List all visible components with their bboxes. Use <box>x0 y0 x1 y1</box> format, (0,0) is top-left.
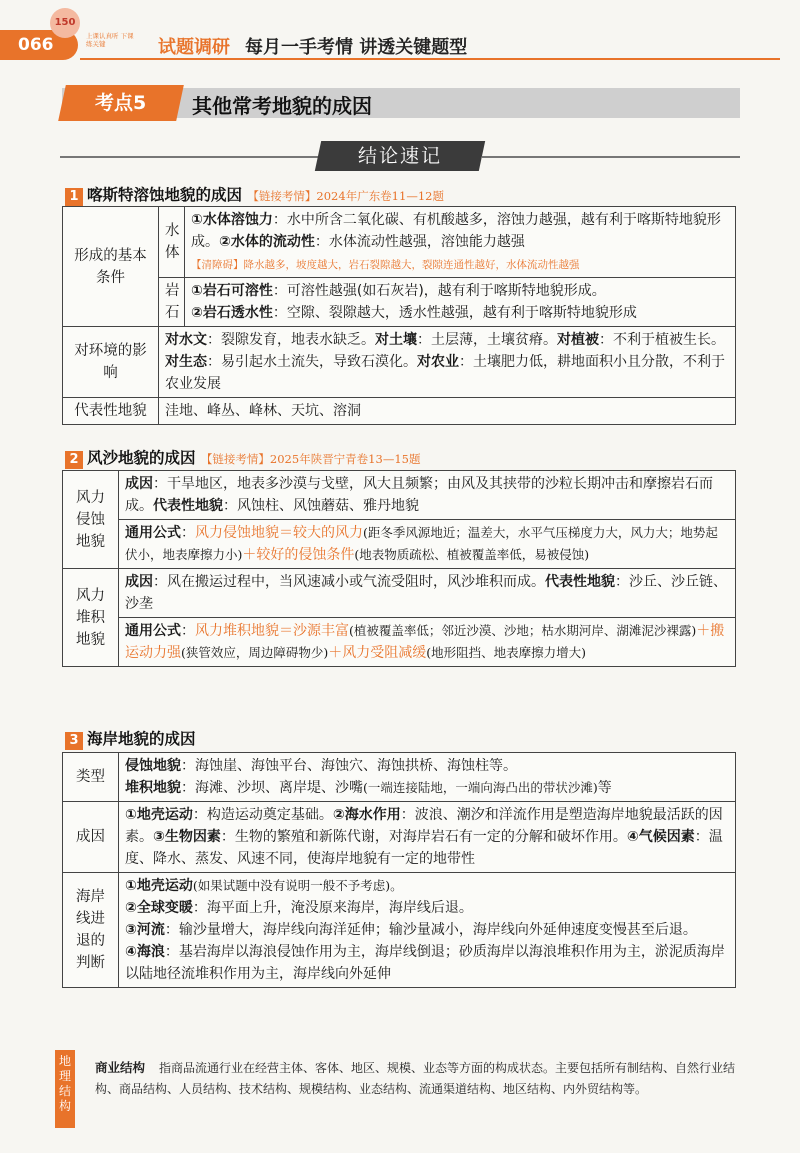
cell-text: ：基岩海岸以海浪侵蚀作用为主，海岸线倒退；砂质海岸以海浪堆积作用为主，淤泥质海岸以陆地径流堆积作用为主，海岸线向外延伸 <box>125 944 725 982</box>
term: ①岩石可溶性 <box>191 283 273 299</box>
table-row <box>63 398 736 425</box>
formula-term: ＋较好的侵蚀条件 <box>242 547 355 563</box>
row-label: 类型 <box>63 753 119 802</box>
logo: 150 <box>50 8 80 38</box>
header-slogan: 每月一手考情 讲透关键题型 <box>245 37 468 58</box>
formula-term: 风力堆积地貌＝沙源丰富 <box>195 623 349 639</box>
table-row <box>63 618 736 667</box>
term: 对植被 <box>557 332 599 348</box>
section-number: 1 <box>65 188 83 206</box>
cell-text: ：生物的繁殖和新陈代谢，对海岸岩石有一定的分解和破坏作用。 <box>220 829 627 845</box>
cell-text: 等 <box>597 780 612 796</box>
formula-term: ＋风力受阻减缓 <box>328 645 427 661</box>
footer-text: 指商品流通行业在经营主体、客体、地区、规模、业态等方面的构成状态。主要包括所有制结构、自然行业结构、商品结构、人员结构、技术结构、规模结构、业态结构、流通渠道结构、地区结构、内外贸结构等。 <box>95 1061 736 1096</box>
sub-label: 岩石 <box>159 278 185 327</box>
section-title <box>65 727 196 750</box>
cell-text: ：空隙、裂隙越大，透水性越强，越有利于喀斯特地貌形成 <box>272 305 637 321</box>
formula-note: (地形阻挡、地表摩擦力增大) <box>426 645 587 660</box>
table-cell <box>159 327 736 398</box>
banner <box>315 141 485 171</box>
page-header <box>0 0 800 62</box>
row-label: 风力侵蚀地貌 <box>63 471 119 569</box>
section-number: 2 <box>65 451 83 469</box>
term: ②岩石透水性 <box>191 305 273 321</box>
table-row <box>63 327 736 398</box>
term: 代表性地貌 <box>153 498 223 514</box>
row-label: 成因 <box>63 802 119 873</box>
formula-note: (狭管效应，周边障碍物少) <box>181 645 329 660</box>
section-reference: 【链接考情】2025年陕晋宁青卷13—15题 <box>200 452 421 466</box>
table-cell: 通用公式：风力堆积地貌＝沙源丰富(植被覆盖率低；邻近沙漠、沙地；枯水期河岸、湖滩泥沙裸露)＋搬运动力强(狭管效应，周边障碍物少)＋风力受阻减缓(地形阻挡、地表摩擦力增大) <box>119 618 736 667</box>
term: ③生物因素 <box>153 829 221 845</box>
tip-note: 【清障碍】降水越多，坡度越大，岩石裂隙越大，裂隙连通性越好，水体流动性越强 <box>191 259 580 271</box>
cell-text: ：不利于植被生长。 <box>599 332 725 348</box>
cell-text: ：风在搬运过程中，当风速减小或气流受阻时，风沙堆积而成。 <box>153 574 545 590</box>
aeolian-table <box>62 470 736 667</box>
term: 通用公式 <box>125 525 181 541</box>
row-label: 形成的基本条件 <box>63 207 159 327</box>
footer-tab: 地理结构 <box>55 1050 75 1128</box>
series-title: 试题调研 <box>158 37 230 58</box>
table-cell <box>185 207 736 278</box>
term: ①水体溶蚀力 <box>191 212 273 228</box>
table-cell <box>119 569 736 618</box>
page-number: 066 <box>0 30 78 60</box>
section-heading: 喀斯特溶蚀地貌的成因 <box>87 186 243 204</box>
section-title <box>65 446 420 469</box>
row-label: 海岸线进退的判断 <box>63 873 119 988</box>
cell-text: ：海滩、沙坝、离岸堤、沙嘴 <box>181 780 363 796</box>
cell-text: ：构造运动奠定基础。 <box>192 807 333 823</box>
table-row <box>63 520 736 569</box>
term: 堆积地貌 <box>125 780 181 796</box>
term: ③河流 <box>125 922 165 938</box>
table-cell <box>185 278 736 327</box>
term: ①地壳运动 <box>125 878 193 894</box>
header-divider <box>80 58 780 60</box>
cell-note: (一端连接陆地，一端向海凸出的带状沙滩) <box>363 780 598 795</box>
cell-text: ：干旱地区，地表多沙漠与戈壁，风大且频繁；由风及其挟带的沙粒长期冲击和摩擦岩石而成。 <box>125 476 713 514</box>
table-row <box>63 207 736 278</box>
cell-text: ：可溶性越强(如石灰岩)，越有利于喀斯特地貌形成。 <box>272 283 606 299</box>
table-cell <box>119 873 736 988</box>
formula-note: (植被覆盖率低；邻近沙漠、沙地；枯水期河岸、湖滩泥沙裸露) <box>349 623 697 638</box>
table-cell <box>119 802 736 873</box>
term: 对生态 <box>165 354 207 370</box>
term: ④海浪 <box>125 944 165 960</box>
table-cell <box>119 753 736 802</box>
topic-tag <box>58 85 184 121</box>
table-row <box>63 569 736 618</box>
term: ②水体的流动性 <box>219 234 315 250</box>
formula-term: 风力侵蚀地貌＝较大的风力 <box>195 525 363 541</box>
cell-text: ：水体流动性越强，溶蚀能力越强 <box>314 234 525 250</box>
table-row <box>63 753 736 802</box>
topic-tag-text: 考点5 <box>95 92 147 114</box>
coast-table <box>62 752 736 988</box>
term: 成因 <box>125 574 153 590</box>
banner-line-right <box>482 156 740 158</box>
sub-label: 水体 <box>159 207 185 278</box>
table-cell <box>119 471 736 520</box>
cell-text: ：海蚀崖、海蚀平台、海蚀穴、海蚀拱桥、海蚀柱等。 <box>181 758 517 774</box>
footer-term: 商业结构 <box>95 1060 146 1075</box>
table-cell: 通用公式：风力侵蚀地貌＝较大的风力(距冬季风源地近；温差大，水平气压梯度力大，风力大；地势起伏小，地表摩擦力小)＋较好的侵蚀条件(地表物质疏松、植被覆盖率低，易被侵蚀) <box>119 520 736 569</box>
table-row <box>63 278 736 327</box>
formula-note: (距冬季风源地近；温差大，水平气压梯度力大，风力大；地势起伏小，地表摩擦力小) <box>125 525 718 562</box>
row-label: 对环境的影响 <box>63 327 159 398</box>
section-heading: 海岸地貌的成因 <box>87 730 196 748</box>
row-label: 代表性地貌 <box>63 398 159 425</box>
term: 成因 <box>125 476 153 492</box>
cell-text: ：土层薄，土壤贫瘠。 <box>417 332 557 348</box>
term: ④气候因素 <box>626 829 695 845</box>
section-reference: 【链接考情】2024年广东卷11—12题 <box>247 189 444 203</box>
cell-text: ：易引起水土流失，导致石漠化。 <box>207 354 417 370</box>
cell-text: ：波浪、潮汐和洋流作用是塑造海岸地貌最活跃的因素。 <box>125 807 723 845</box>
term: 对土壤 <box>375 332 417 348</box>
section-heading: 风沙地貌的成因 <box>87 449 196 467</box>
table-row <box>63 873 736 988</box>
cell-text: ：沙丘、沙丘链、沙垄 <box>125 574 727 612</box>
banner-text: 结论速记 <box>357 145 442 167</box>
section-title <box>65 183 444 206</box>
formula-note: (地表物质疏松、植被覆盖率低，易被侵蚀) <box>354 547 590 562</box>
cell-text: ：裂隙发育，地表水缺乏。 <box>207 332 375 348</box>
table-cell: 洼地、峰丛、峰林、天坑、溶洞 <box>159 398 736 425</box>
cell-note: (如果试题中没有说明一般不予考虑)。 <box>192 878 403 893</box>
tagline: 上课认真听 下课练关键 <box>86 32 134 48</box>
row-label: 风力堆积地貌 <box>63 569 119 667</box>
table-row <box>63 802 736 873</box>
cell-text: ：温度、降水、蒸发、风速不同，使海岸地貌有一定的地带性 <box>125 829 723 867</box>
term: 对农业 <box>417 354 459 370</box>
cell-text: ：海平面上升，淹没原来海岸，海岸线后退。 <box>192 900 473 916</box>
term: ②全球变暖 <box>125 900 193 916</box>
table-row <box>63 471 736 520</box>
term: 通用公式 <box>125 623 181 639</box>
term: 代表性地貌 <box>545 574 615 590</box>
cell-text: ：水中所含二氧化碳、有机酸越多，溶蚀力越强，越有利于喀斯特地貌形成。 <box>191 212 721 250</box>
term: 侵蚀地貌 <box>125 758 181 774</box>
karst-table <box>62 206 736 425</box>
cell-text: ：风蚀柱、风蚀蘑菇、雅丹地貌 <box>223 498 419 514</box>
term: ①地壳运动 <box>125 807 193 823</box>
cell-text: ：土壤肥力低，耕地面积小且分散，不利于农业发展 <box>165 354 725 392</box>
topic-title: 其他常考地貌的成因 <box>192 94 372 118</box>
cell-text: ：输沙量增大，海岸线向海洋延伸；输沙量减小，海岸线向外延伸速度变慢甚至后退。 <box>164 922 697 938</box>
section-number: 3 <box>65 732 83 750</box>
formula-term: ＋搬运动力强 <box>125 623 725 661</box>
banner-line-left <box>60 156 318 158</box>
footer-note <box>95 1057 745 1100</box>
term: ②海水作用 <box>332 807 401 823</box>
term: 对水文 <box>165 332 207 348</box>
